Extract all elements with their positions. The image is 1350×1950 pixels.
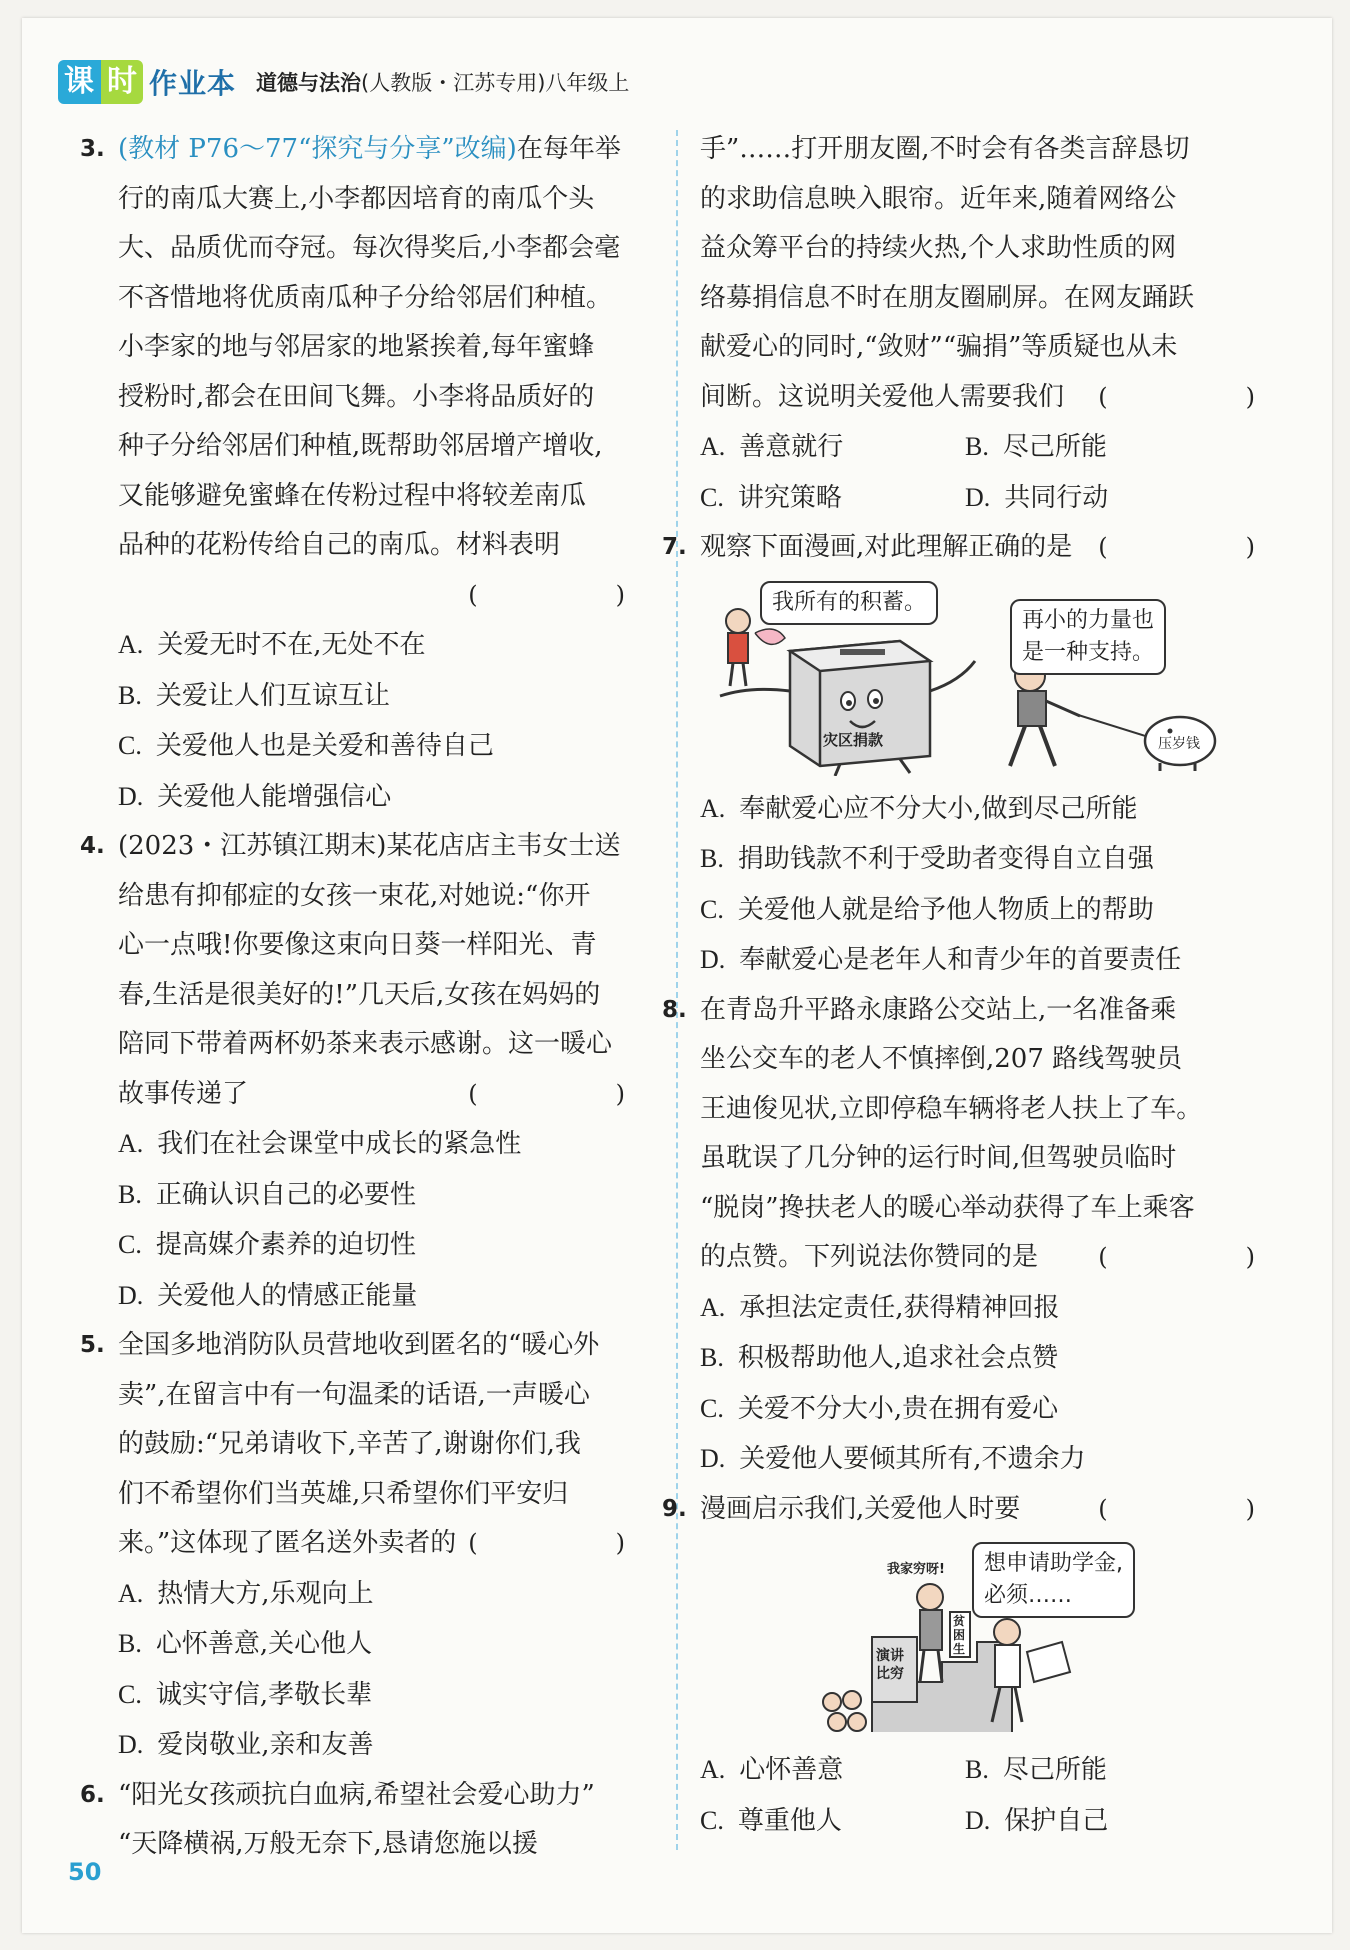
question-number: 6. xyxy=(80,1781,105,1808)
option-c[interactable]: C. 尊重他人 xyxy=(700,1805,842,1836)
answer-bracket[interactable]: ( ) xyxy=(1098,533,1285,561)
question-6-continued xyxy=(700,125,1285,523)
question-7 xyxy=(662,523,1285,986)
question-text-line: 们不希望你们当英雄,只希望你们平安归 xyxy=(118,1478,569,1509)
donation-box-label: 灾区捐款 xyxy=(823,730,884,749)
option-d[interactable]: D. 共同行动 xyxy=(965,482,1109,513)
answer-bracket[interactable]: ( ) xyxy=(468,1079,655,1108)
page-header xyxy=(58,52,629,112)
question-text-line: 大、品质优而夺冠。每次得奖后,小李都会毫 xyxy=(118,233,621,263)
question-text-line: 络募捐信息不时在朋友圈刷屏。在网友踊跃 xyxy=(700,282,1195,313)
option-b[interactable]: B. 正确认识自己的必要性 xyxy=(118,1179,416,1210)
option-c[interactable]: C. 关爱他人就是给予他人物质上的帮助 xyxy=(700,894,1154,925)
question-9 xyxy=(662,1485,1285,1847)
question-text-line: 心一点哦!你要像这束向日葵一样阳光、青 xyxy=(118,930,597,960)
option-a[interactable]: A. 关爱无时不在,无处不在 xyxy=(118,630,426,660)
question-4 xyxy=(80,822,655,1321)
question-text-line: “脱岗”搀扶老人的暖心举动获得了车上乘客 xyxy=(700,1192,1195,1223)
logo-char-2: 时 xyxy=(101,60,143,104)
option-b[interactable]: B. 捐助钱款不利于受助者变得自立自强 xyxy=(700,844,1154,874)
question-text-line: 手”……打开朋友圈,不时会有各类言辞恳切 xyxy=(700,134,1190,164)
question-5 xyxy=(80,1321,655,1771)
page-number: 50 xyxy=(68,1858,102,1886)
question-number: 5. xyxy=(80,1332,105,1358)
question-text-line: (2023・江苏镇江期末)某花店店主韦女士送 xyxy=(118,831,621,861)
answer-bracket[interactable]: ( ) xyxy=(468,1529,655,1557)
logo-title: 作业本 xyxy=(149,67,237,100)
speech-bubble-savings: 我所有的积蓄。 xyxy=(760,581,938,625)
question-number: 3. xyxy=(80,136,105,162)
option-d[interactable]: D. 保护自己 xyxy=(965,1805,1109,1836)
option-a[interactable]: A. 我们在社会课堂中成长的紧急性 xyxy=(118,1129,522,1159)
option-d[interactable]: D. 奉献爱心是老年人和青少年的首要责任 xyxy=(700,945,1182,975)
question-number: 4. xyxy=(80,833,105,859)
left-column xyxy=(80,125,655,1870)
question-text-line: 故事传递了 xyxy=(118,1078,249,1109)
question-text-line: 又能够避免蜜蜂在传粉过程中将较差南瓜 xyxy=(118,480,587,511)
option-b[interactable]: B. 尽己所能 xyxy=(965,1755,1107,1785)
cartoon-poverty-speech xyxy=(812,1542,1285,1737)
question-text-line: 授粉时,都会在田间飞舞。小李将品质好的 xyxy=(118,381,595,412)
workbook-logo xyxy=(58,60,236,104)
question-text-line: 陪同下带着两杯奶茶来表示感谢。这一暖心 xyxy=(118,1029,613,1059)
option-a[interactable]: A. 承担法定责任,获得精神回报 xyxy=(700,1292,1060,1323)
question-text-line: 的鼓励:“兄弟请收下,辛苦了,谢谢你们,我 xyxy=(118,1429,581,1459)
question-text-line: 的点赞。下列说法你赞同的是 xyxy=(700,1242,1039,1272)
subject-name: 道德与法治 xyxy=(256,71,362,95)
cartoon-donation xyxy=(700,581,1285,776)
option-b[interactable]: B. 尽己所能 xyxy=(965,432,1107,462)
piggy-bank-label: 压岁钱 xyxy=(1158,735,1200,752)
option-c[interactable]: C. 讲究策略 xyxy=(700,482,842,513)
question-text-line: 来。”这体现了匿名送外卖者的 xyxy=(118,1528,457,1558)
answer-bracket[interactable]: ( ) xyxy=(468,580,655,609)
option-c[interactable]: C. 诚实守信,孝敬长辈 xyxy=(118,1679,373,1710)
option-d[interactable]: D. 爱岗敬业,亲和友善 xyxy=(118,1730,374,1760)
question-8 xyxy=(662,986,1285,1485)
question-number: 9. xyxy=(662,1495,687,1522)
answer-bracket[interactable]: ( ) xyxy=(1098,1494,1285,1523)
option-b[interactable]: B. 积极帮助他人,追求社会点赞 xyxy=(700,1343,1059,1373)
question-text-line: 行的南瓜大赛上,小李都因培育的南瓜个头 xyxy=(118,183,595,214)
answer-bracket[interactable]: ( ) xyxy=(1098,382,1285,411)
question-text-line: “阳光女孩顽抗白血病,希望社会爱心助力” xyxy=(118,1779,595,1810)
option-a[interactable]: A. 热情大方,乐观向上 xyxy=(118,1578,374,1609)
question-text-line: 献爱心的同时,“敛财”“骗捐”等质疑也从未 xyxy=(700,332,1178,362)
right-column xyxy=(662,125,1285,1846)
option-a[interactable]: A. 奉献爱心应不分大小,做到尽己所能 xyxy=(700,793,1138,824)
option-a[interactable]: A. 心怀善意 xyxy=(700,1755,844,1785)
question-text-line: 给患有抑郁症的女孩一束花,对她说:“你开 xyxy=(118,880,591,911)
question-number: 7. xyxy=(662,534,687,560)
question-text-line: 虽耽误了几分钟的运行时间,但驾驶员临时 xyxy=(700,1143,1177,1173)
option-b[interactable]: B. 心怀善意,关心他人 xyxy=(118,1629,373,1659)
question-text-line: 小李家的地与邻居家的地紧挨着,每年蜜蜂 xyxy=(118,332,595,362)
question-number: 8. xyxy=(662,996,687,1023)
question-text-line: 不吝惜地将优质南瓜种子分给邻居们种植。 xyxy=(118,282,613,313)
logo-char-1: 课 xyxy=(58,60,101,104)
edition: (人教版・江苏专用) xyxy=(361,71,546,95)
option-c[interactable]: C. 提高媒介素养的迫切性 xyxy=(118,1230,416,1260)
question-text-line: 品种的花粉传给自己的南瓜。材料表明 xyxy=(118,530,561,560)
option-d[interactable]: D. 关爱他人要倾其所有,不遗余力 xyxy=(700,1444,1086,1474)
shout-text: 我家穷呀! xyxy=(887,1562,945,1577)
subject-title xyxy=(256,67,629,97)
option-c[interactable]: C. 关爱他人也是关爱和善待自己 xyxy=(118,731,494,761)
question-text-line: 在每年举 xyxy=(516,134,621,164)
question-text-line: 间断。这说明关爱他人需要我们 xyxy=(700,381,1065,412)
question-stem: 漫画启示我们,关爱他人时要 xyxy=(700,1493,1021,1524)
option-d[interactable]: D. 关爱他人的情感正能量 xyxy=(118,1280,418,1311)
question-source: (教材 P76～77“探究与分享”改编) xyxy=(118,134,517,164)
grade: 八年级上 xyxy=(545,71,630,95)
option-c[interactable]: C. 关爱不分大小,贵在拥有爱心 xyxy=(700,1393,1059,1424)
question-stem: 观察下面漫画,对此理解正确的是 xyxy=(700,532,1073,562)
speech-bubble-support: 再小的力量也 是一种支持。 xyxy=(1010,599,1166,675)
question-text-line: “天降横祸,万般无奈下,恳请您施以援 xyxy=(118,1829,538,1859)
option-a[interactable]: A. 善意就行 xyxy=(700,432,844,462)
question-text-line: 卖”,在留言中有一句温柔的话语,一声暖心 xyxy=(118,1379,590,1410)
podium-label: 演讲比穷 xyxy=(876,1648,904,1682)
question-text-line: 全国多地消防队员营地收到匿名的“暖心外 xyxy=(118,1330,600,1360)
question-text-line: 坐公交车的老人不慎摔倒,207 路线驾驶员 xyxy=(700,1044,1183,1074)
question-text-line: 在青岛升平路永康路公交站上,一名准备乘 xyxy=(700,994,1177,1025)
question-text-line: 春,生活是很美好的!”几天后,女孩在妈妈的 xyxy=(118,979,601,1010)
question-text-line: 的求助信息映入眼帘。近年来,随着网络公 xyxy=(700,183,1177,214)
poor-student-sign: 贫困生 xyxy=(953,1614,966,1656)
option-b[interactable]: B. 关爱让人们互谅互让 xyxy=(118,680,390,711)
speech-bubble-scholarship: 想申请助学金, 必须…… xyxy=(972,1542,1135,1618)
question-text-line: 种子分给邻居们种植,既帮助邻居增产增收, xyxy=(118,431,603,461)
question-text-line: 益众筹平台的持续火热,个人求助性质的网 xyxy=(700,233,1177,263)
question-6 xyxy=(80,1771,655,1870)
option-d[interactable]: D. 关爱他人能增强信心 xyxy=(118,781,392,812)
question-text-line: 王迪俊见状,立即停稳车辆将老人扶上了车。 xyxy=(700,1093,1203,1124)
question-3 xyxy=(80,125,655,822)
answer-bracket[interactable]: ( ) xyxy=(1098,1243,1285,1271)
